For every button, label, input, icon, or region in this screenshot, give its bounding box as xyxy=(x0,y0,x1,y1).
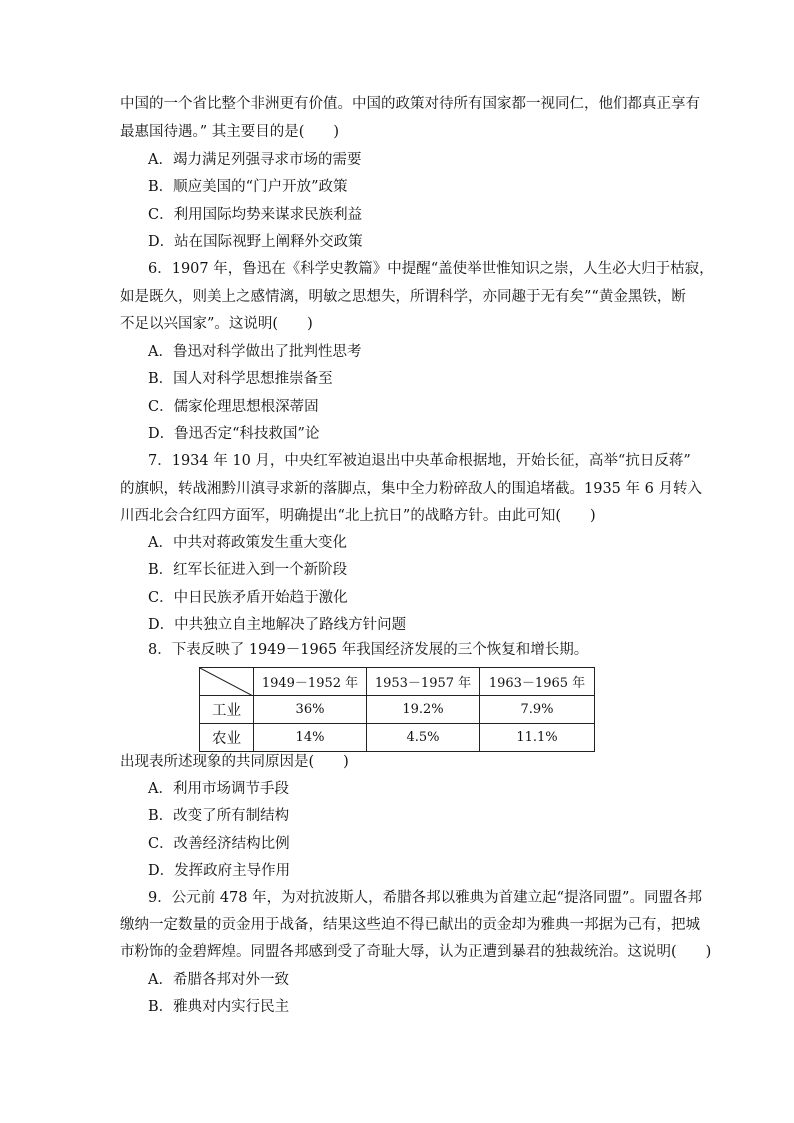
q6-option-a: A．鲁迅对科学做出了批判性思考 xyxy=(148,344,362,360)
q8-option-b: B．改变了所有制结构 xyxy=(148,808,290,824)
diagonal-line-icon xyxy=(200,668,253,696)
q8-option-d: D．发挥政府主导作用 xyxy=(148,863,291,879)
table-corner-cell xyxy=(200,668,254,696)
q5-option-c: C．利用国际均势来谋求民族利益 xyxy=(148,207,363,223)
q8-stem: 出现表所述现象的共同原因是( ) xyxy=(120,754,349,770)
table-row xyxy=(200,724,595,752)
q8-intro: 8．下表反映了 1949－1965 年我国经济发展的三个恢复和增长期。 xyxy=(148,642,589,658)
q6-text-line-3: 不足以兴国家”。这说明( ) xyxy=(120,316,313,332)
growth-table xyxy=(199,667,595,752)
q7-option-a: A．中共对蒋政策发生重大变化 xyxy=(148,535,347,551)
q9-option-b: B．雅典对内实行民主 xyxy=(148,999,290,1015)
table-header-row xyxy=(200,668,595,696)
table-cell: 36% xyxy=(254,696,367,724)
table-cell: 11.1% xyxy=(480,724,595,752)
q7-option-b: B．红军长征进入到一个新阶段 xyxy=(148,562,348,578)
q5-text-line-1: 中国的一个省比整个非洲更有价值。中国的政策对待所有国家都一视同仁，他们都真正享有 xyxy=(120,96,700,112)
q7-option-c: C．中日民族矛盾开始趋于激化 xyxy=(148,590,348,606)
q8-option-a: A．利用市场调节手段 xyxy=(148,781,289,797)
q6-text-line-1: 6．1907 年，鲁迅在《科学史教篇》中提醒“盖使举世惟知识之崇，人生必大归于枯寂， xyxy=(148,261,714,277)
q9-text-line-3: 市粉饰的金碧辉煌。同盟各邦感到受了奇耻大辱，认为正遭到暴君的独裁统治。这说明( ) xyxy=(120,944,712,960)
q6-text-line-2: 如是既久，则美上之感情漓，明敏之思想失，所谓科学，亦同趣于无有矣”“黄金黑铁，断 xyxy=(120,289,686,305)
q7-text-line-2: 的旗帜，转战湘黔川滇寻求新的落脚点，集中全力粉碎敌人的围追堵截。1935 年 6 月转入 xyxy=(120,481,702,497)
table-cell: 7.9% xyxy=(480,696,595,724)
table-row xyxy=(200,696,595,724)
q5-text-line-2: 最惠国待遇。” 其主要目的是( ) xyxy=(120,124,340,140)
table-cell: 4.5% xyxy=(367,724,480,752)
q6-option-d: D．鲁迅否定“科技救国”论 xyxy=(148,426,320,442)
q7-option-d: D．中共独立自主地解决了路线方针问题 xyxy=(148,617,407,633)
table-header-cell: 1953－1957 年 xyxy=(367,668,480,696)
table-header-cell: 1963－1965 年 xyxy=(480,668,595,696)
q8-option-c: C．改善经济结构比例 xyxy=(148,836,290,852)
q9-text-line-2: 缴纳一定数量的贡金用于战备，结果这些迫不得已献出的贡金却为雅典一邦据为己有，把城 xyxy=(120,917,700,933)
q9-option-a: A．希腊各邦对外一致 xyxy=(148,972,289,988)
q5-option-d: D．站在国际视野上阐释外交政策 xyxy=(148,234,363,250)
q9-text-line-1: 9．公元前 478 年，为对抗波斯人，希腊各邦以雅典为首建立起“提洛同盟”。同盟各邦 xyxy=(148,890,702,906)
q5-option-b: B．顺应美国的“门户开放”政策 xyxy=(148,179,348,195)
table-row-label: 工业 xyxy=(200,696,254,724)
q7-text-line-1: 7．1934 年 10 月，中央红军被迫退出中央革命根据地，开始长征，高举“抗日反蒋” xyxy=(148,453,691,469)
q7-text-line-3: 川西北会合红四方面军，明确提出“北上抗日”的战略方针。由此可知( ) xyxy=(120,508,596,524)
table-cell: 19.2% xyxy=(367,696,480,724)
table-row-label: 农业 xyxy=(200,724,254,752)
q5-option-a: A．竭力满足列强寻求市场的需要 xyxy=(148,152,362,168)
q6-option-b: B．国人对科学思想推崇备至 xyxy=(148,371,333,387)
q6-option-c: C．儒家伦理思想根深蒂固 xyxy=(148,399,319,415)
table-header-cell: 1949－1952 年 xyxy=(254,668,367,696)
table-cell: 14% xyxy=(254,724,367,752)
